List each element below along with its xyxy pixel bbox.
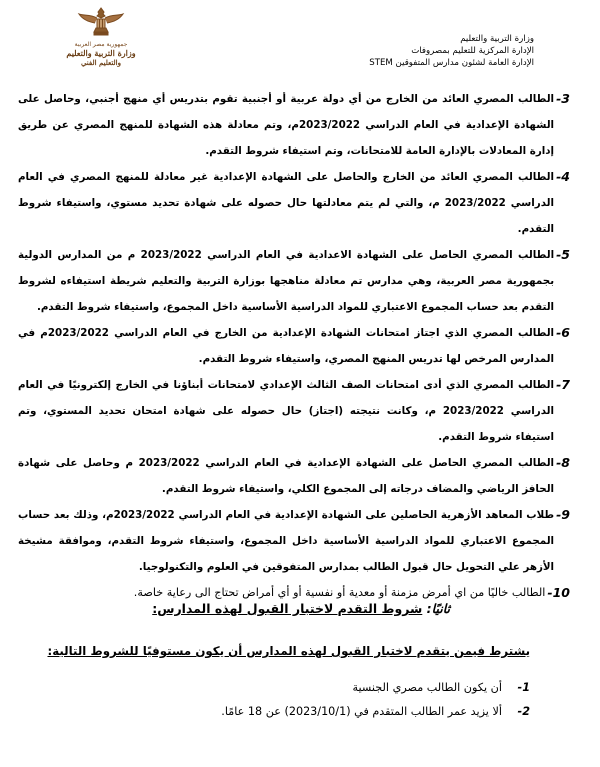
condition-text: ألا يزيد عمر الطالب المتقدم في (2023/10/1) عن 18 عامًا. [221, 705, 502, 718]
list-item-text: الطالب المصري العائد من الخارج والحاصل على الشهادة الإعدادية غير معادلة للمنهج المصري في العام الدراسي 2023/2022 م، والتي لم يتم معادلتها حال حصوله على شهادة تحديد مستوي، واستيفاء شروط التقدم. [18, 171, 555, 235]
list-item-number: 8- [556, 455, 570, 470]
condition-number: 2- [517, 705, 530, 718]
list-item [18, 450, 570, 502]
header-line-general-admin: الإدارة العامة لشئون مدارس المتفوقين STEM [369, 58, 534, 68]
list-item [18, 372, 570, 450]
eagle-emblem-icon [64, 4, 138, 68]
condition-item [221, 705, 530, 718]
list-item-text: الطالب المصري الذي اجتاز امتحانات الشهادة الإعدادية من الخارج في العام الدراسي 2023/2022م في المدارس المرخص لها تدريس المنهج المصري، واستيفاء شروط التقدم. [18, 327, 555, 365]
list-item-number: 6- [556, 325, 570, 340]
section-number: ثانيًا: [426, 601, 450, 616]
section-subtitle: يشترط فيمن يتقدم لاختبار القبول لهذه المدارس أن يكون مستوفيًا للشروط التالية: [47, 644, 530, 658]
section-title: شروط التقدم لاختبار القبول لهذه المدارس: [152, 601, 423, 616]
logo-line-republic: جمهورية مصر العربية [74, 41, 128, 48]
condition-text: أن يكون الطالب مصري الجنسية [352, 681, 502, 694]
list-item-number: 3- [556, 91, 570, 106]
list-item-number: 7- [556, 377, 570, 392]
list-item [18, 320, 570, 372]
list-item [18, 242, 570, 320]
list-item-number: 10- [547, 585, 570, 600]
condition-item [353, 681, 530, 694]
eligibility-list [18, 86, 570, 606]
section-heading [152, 601, 450, 616]
ministry-header [274, 33, 534, 69]
list-item-number: 9- [556, 507, 570, 522]
header-line-ministry: وزارة التربية والتعليم [460, 34, 534, 44]
condition-number: 1- [517, 681, 530, 694]
list-item-number: 5- [556, 247, 570, 262]
list-item [18, 164, 570, 242]
logo-line-ministry: وزارة التربية والتعليم [66, 48, 136, 58]
ministry-logo [64, 4, 138, 68]
list-item-text: الطالب المصري العائد من الخارج من أي دولة عربية أو أجنبية تقوم بتدريس أي منهج أجنبي، وحاصل على الشهادة الإعدادية في العام الدراسي 2023/2022م، وتم معادلة هذه الشهادة للمنهج المصري عن طريق إدارة المعادلات بالإدارة العامة للامتحانات، وتم استيفاء شروط التقدم. [18, 93, 555, 157]
logo-line-technical: والتعليم الفني [80, 58, 122, 67]
header-line-central-admin: الإدارة المركزية للتعليم بمصروفات [411, 46, 534, 56]
list-item [18, 86, 570, 164]
list-item [18, 502, 570, 580]
list-item-text: الطالب المصري الحاصل على الشهادة الاعدادية في العام الدراسي 2023/2022 م من المدارس الدولية بجمهورية مصر العربية، وهي مدارس تم معادلة مناهجها بوزارة التربية والتعليم شريطة استيفاءه لشروط التقدم بعد حساب المجموع الاعتباري للمواد الدراسية الأساسية داخل المجموع، واستيفاء شروط التقدم. [18, 249, 555, 313]
list-item-text: الطالب المصري الحاصل على الشهادة الإعدادية في العام الدراسي 2023/2022 م وحاصل على شهادة الحافز الرياضي والمضاف درجاته إلى المجموع الكلي، واستيفاء شروط التقدم. [18, 457, 555, 495]
list-item-text: الطالب خاليًا من اي أمرض مزمنة أو معدية أو نفسية أو أي أمراض تحتاج الى رعاية خاصة. [133, 586, 546, 599]
list-item-number: 4- [556, 169, 570, 184]
list-item-text: الطالب المصري الذي أدى امتحانات الصف الثالث الإعدادي لامتحانات أبناؤنا في الخارج إلكترونيًا في العام الدراسي 2023/2022 م، وكانت نتيجته (اجتاز) حال حصوله على شهادة امتحان تحديد المستوي، وتم استيفاء شروط التقدم. [18, 379, 555, 443]
list-item-text: طلاب المعاهد الأزهرية الحاصلين على الشهادة الإعدادية في العام الدراسي 2023/2022م، وذلك بعد حساب المجموع الاعتباري للمواد الدراسية الأساسية داخل المجموع، واستيفاء شروط التقدم، وموافقة مشيخة الأزهر علي التحويل حال قبول الطالب بمدارس المتفوقين في العلوم والتكنولوجيا. [18, 509, 555, 573]
